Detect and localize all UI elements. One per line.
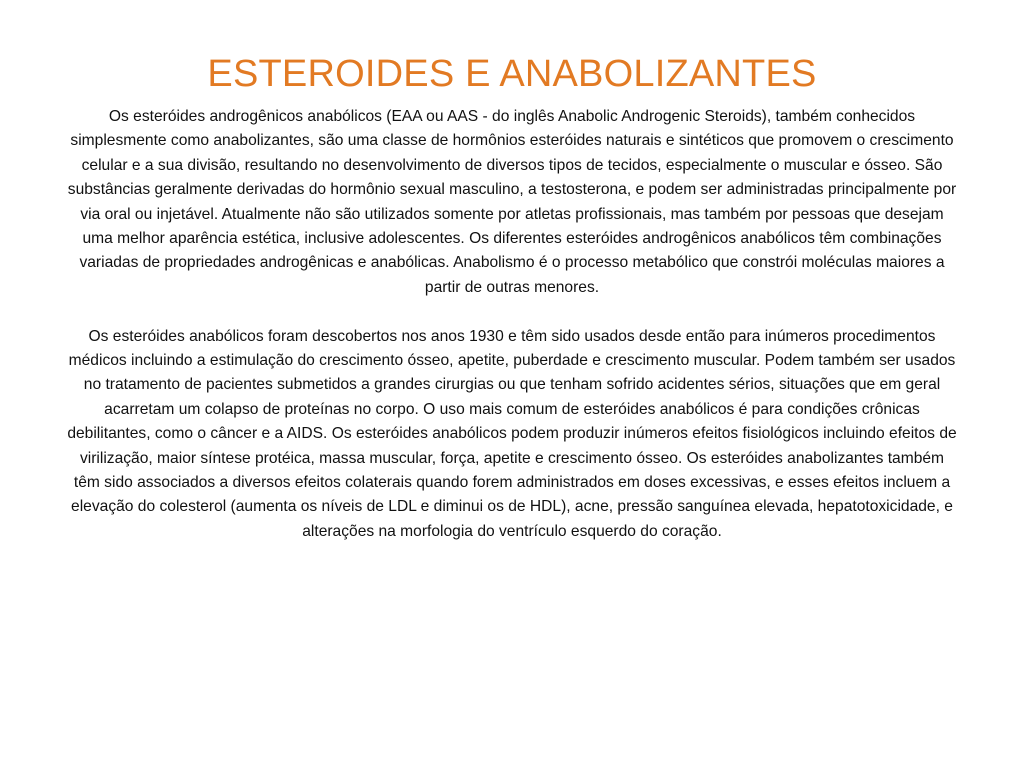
- body-paragraph-2: Os esteróides anabólicos foram descobertos nos anos 1930 e têm sido usados desde então para inúmeros procedimentos médicos incluindo a estimulação do crescimento ósseo, apetite, puberdade e crescimento muscular. Podem também ser usados no tratamento de pacientes submetidos a grandes cirurgias ou que tenham sofrido acidentes sérios, situações que em geral acarretam um colapso de proteínas no corpo. O uso mais comum de esteróides anabólicos é para condições crônicas debilitantes, como o câncer e a AIDS. Os esteróides anabólicos podem produzir inúmeros efeitos fisiológicos incluindo efeitos de virilização, maior síntese protéica, massa muscular, força, apetite e crescimento ósseo. Os esteróides anabolizantes também têm sido associados a diversos efeitos colaterais quando forem administrados em doses excessivas, e esses efeitos incluem a elevação do colesterol (aumenta os níveis de LDL e diminui os de HDL), acne, pressão sanguínea elevada, hepatotoxicidade, e alterações na morfologia do ventrículo esquerdo do coração.: [67, 327, 957, 540]
- slide-title: ESTEROIDES E ANABOLIZANTES: [207, 53, 817, 95]
- body-paragraph-1: Os esteróides androgênicos anabólicos (EAA ou AAS - do inglês Anabolic Androgenic Steroids), também conhecidos simplesmente como anabolizantes, são uma classe de hormônios esteróides naturais e sintéticos que promovem o crescimento celular e a sua divisão, resultando no desenvolvimento de diversos tipos de tecidos, especialmente o muscular e ósseo. São substâncias geralmente derivadas do hormônio sexual masculino, a testosterona, e podem ser administradas principalmente por via oral ou injetável. Atualmente não são utilizados somente por atletas profissionais, mas também por pessoas que desejam uma melhor aparência estética, inclusive adolescentes. Os diferentes esteróides androgênicos anabólicos têm combinações variadas de propriedades androgênicas e anabólicas. Anabolismo é o processo metabólico que constrói moléculas maiores a partir de outras menores.: [67, 108, 957, 296]
- slide-body: [66, 105, 958, 544]
